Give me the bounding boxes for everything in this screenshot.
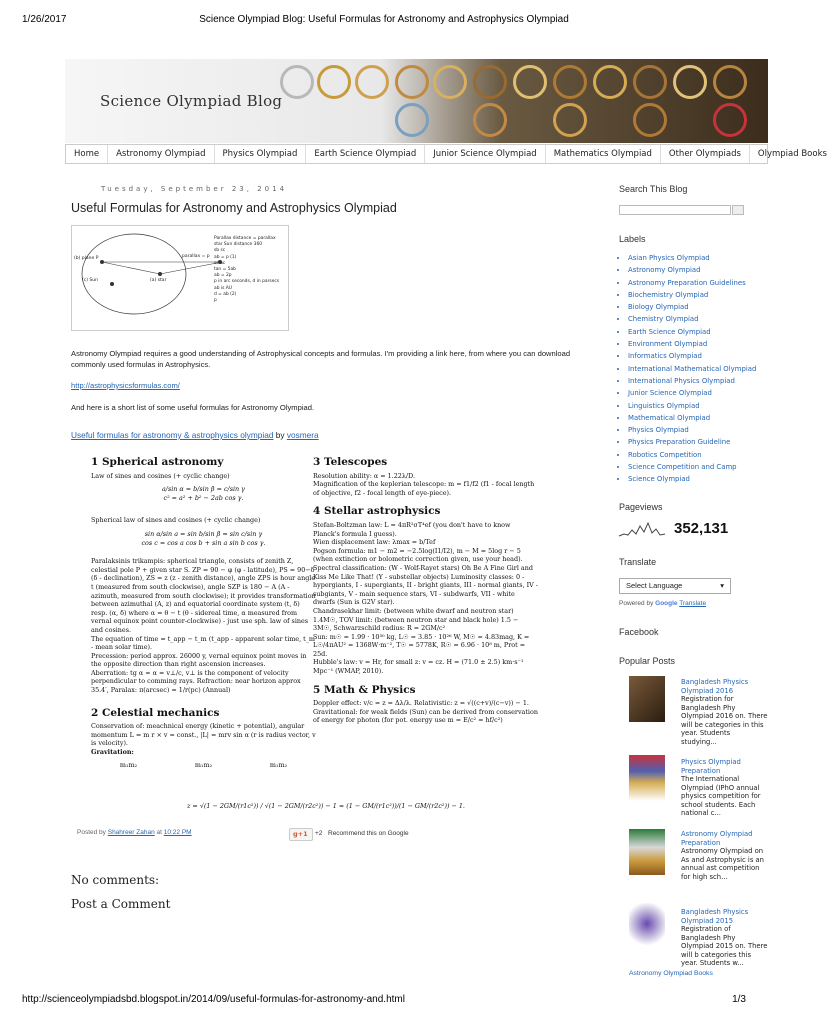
- doc-text: Law of sines and cosines (+ cyclic change): [91, 471, 230, 480]
- equation: cos c = cos a cos b + sin a sin b cos γ.: [141, 538, 266, 547]
- label-link[interactable]: • Science Olympiad: [628, 473, 777, 485]
- popular-post-snippet: Astronomy Olympiad on As and Astrophysic is an annual ast competition for high sch...: [681, 847, 764, 881]
- label-link[interactable]: • Biochemistry Olympiad: [628, 289, 777, 301]
- section-heading: 5 Math & Physics: [313, 683, 416, 696]
- labels-heading: Labels: [619, 234, 646, 244]
- label-link[interactable]: • Chemistry Olympiad: [628, 313, 777, 325]
- popular-post: [681, 758, 768, 818]
- language-select-value: Select Language: [626, 581, 683, 590]
- diagram-notes: Parallax distance = parallax star Sun distance 360 sb sc ab = p (1) sc ac tan = 5ab ab = 2p p in arc seconds, d in parsecs ab is AU d = ab (2) p: [214, 236, 280, 304]
- popular-post-title[interactable]: Bangladesh Physics Olympiad 2016: [681, 678, 749, 695]
- medal-image: [713, 103, 747, 137]
- medal-image: [355, 65, 389, 99]
- by-text: by: [275, 430, 285, 440]
- label-link[interactable]: • Astronomy Olympiad: [628, 264, 777, 276]
- popular-post-title[interactable]: Physics Olympiad Preparation: [681, 758, 741, 775]
- label-link[interactable]: • Informatics Olympiad: [628, 350, 777, 362]
- section-heading: 1 Spherical astronomy: [91, 456, 224, 468]
- gravitation-terms: [91, 761, 316, 770]
- diagram-label: (c) Sun: [82, 278, 98, 283]
- embedded-document[interactable]: [71, 450, 591, 825]
- post-intro: Astronomy Olympiad requires a good understanding of Astrophysical concepts and formulas. I'm providing a link here, from where you can download commonly used formulas in Astrophysics.: [71, 349, 571, 369]
- print-page: 1/3: [732, 994, 746, 1005]
- doc-left-column: [91, 458, 316, 769]
- medal-image: [280, 65, 314, 99]
- equation: a/sin α = b/sin β = c/sin γ: [161, 485, 246, 494]
- translate-heading: Translate: [619, 557, 657, 567]
- blog-banner[interactable]: [65, 59, 768, 143]
- doc-text: Sun: m☉ = 1.99 · 10³⁰ kg, L☉ = 3.85 · 10²⁶ W, M☉ = 4.83mag, K = L☉/4πAU² = 1368W·m⁻², T☉ = 5778K, R☉ = 6.96 · 10⁸ m, Prot = 25d.: [313, 632, 530, 658]
- author-link[interactable]: vosmera: [286, 430, 319, 440]
- popular-thumbnail[interactable]: [629, 755, 665, 801]
- equation: sin α/sin a = sin b/sin β = sin c/sin γ: [144, 529, 263, 538]
- label-link[interactable]: • Astronomy Preparation Guidelines: [628, 277, 777, 289]
- print-url: http://scienceolympiadsbd.blogspot.in/2014/09/useful-formulas-for-astronomy-and.html: [22, 994, 405, 1005]
- medal-image: [553, 103, 587, 137]
- label-link[interactable]: • Asian Physics Olympiad: [628, 252, 777, 264]
- gplus-count: +2: [315, 830, 323, 837]
- label-link[interactable]: • Linguistics Olympiad: [628, 400, 777, 412]
- popular-thumbnail[interactable]: [629, 676, 665, 722]
- doc-text: Precession: period approx. 26000 y, vernal equinox point moves in the opposite direction than right ascension increases.: [91, 651, 307, 669]
- popular-post-title[interactable]: Astronomy Olympiad Preparation: [681, 830, 753, 847]
- doc-text: Wien displacement law: λmax = b/Tef: [313, 538, 436, 547]
- pageviews-heading: Pageviews: [619, 502, 663, 512]
- doc-attribution: [71, 430, 319, 440]
- pageviews-sparkline: [619, 518, 665, 540]
- print-footer: [22, 994, 746, 1005]
- nav-physics[interactable]: Physics Olympiad: [215, 145, 307, 163]
- doc-text: Gravitation:: [91, 748, 134, 757]
- label-link[interactable]: • Science Competition and Camp: [628, 461, 777, 473]
- medal-image: [633, 65, 667, 99]
- medal-image: [673, 65, 707, 99]
- blog-title[interactable]: Science Olympiad Blog: [100, 92, 283, 110]
- section-heading: 4 Stellar astrophysics: [313, 505, 441, 518]
- equation: c² = a² + b² − 2ab cos γ.: [163, 493, 244, 502]
- doc-text: Resolution ability: α = 1.22λ/D.: [313, 471, 415, 480]
- language-select[interactable]: [619, 578, 731, 594]
- popular-post-snippet: The International Olympiad (IPhO annual physics competition for school students. Each national c...: [681, 775, 761, 817]
- post-title[interactable]: Useful Formulas for Astronomy and Astrophysics Olympiad: [71, 201, 397, 215]
- doc-text: Pogson formula: m1 − m2 = −2.5log(I1/I2), m − M = 5log r − 5 (when extinction or bolometric correction given, use your head).: [313, 546, 523, 564]
- post-time-link[interactable]: 10:22 PM: [163, 829, 192, 836]
- medal-image: [713, 65, 747, 99]
- popular-post: [681, 908, 768, 968]
- nav-books[interactable]: Olympiad Books: [757, 149, 827, 159]
- doc-text: Paralaksinis trikampis: spherical triangle, consists of zenith Z, celestial pole P + given star S. ZP = 90 − φ (φ - latitude), PS = 90−δ (δ - declination), ZS = z (z - zenith distance), angle ZPS is hour angle t (measured from south clockwise), angle SZP is 180 − A (A - azimuth, measured from south clockwise); it provides transformation between azimuthal (A, z) and equatorial coordinate system (t, δ) resp. (α, δ) where α = θ − t (θ - sidereal time, α measured from vernal equinox point counter-clockwise) - just use sph. law of sines and cosines.: [91, 557, 316, 634]
- equation: m₁m₂: [269, 760, 288, 769]
- comments-count: No comments:: [71, 873, 160, 887]
- popular-post-snippet: Registration for Bangladesh Phy Olympiad 2016 on. There will be categories in this year. Students studying...: [681, 695, 768, 746]
- popular-post: [681, 830, 768, 881]
- doc-text: Magnification of the keplerian telescope: m = f1/f2 (f1 - focal length of objective, f2 - focal length of eye-piece).: [313, 480, 535, 497]
- equation: m₁m₂: [194, 760, 213, 769]
- books-link[interactable]: Astronomy Olympiad Books: [629, 970, 713, 977]
- doc-text: Conservation of: meachnical energy (kinetic + potential), angular momentum L = m r × v = const., |L| = mrv sin α (r is radius vector, v is velocity).: [91, 722, 316, 748]
- nav-astronomy[interactable]: Astronomy Olympiad: [108, 145, 214, 163]
- medal-image: [553, 65, 587, 99]
- post-date: Tuesday, September 23, 2014: [101, 185, 288, 193]
- doc-text: Spectral classification: (W - Wolf-Rayet stars) Oh Be A Fine Girl and Kiss Me Like That! (Y - substellar objects) Luminosity classes: 0 - hypergiants, I - supergiants, II - bright giants, III - normal giants, IV - subgiants, V - main sequence stars, VI - subdwarfs, VII - white dwarfs (Sun is G2V star).: [313, 563, 538, 607]
- doc-link[interactable]: Useful formulas for astronomy & astrophysics olympiad: [71, 430, 274, 440]
- at-label: at: [156, 829, 162, 836]
- popular-post-title[interactable]: Bangladesh Physics Olympiad 2015: [681, 908, 749, 925]
- popular-heading: Popular Posts: [619, 656, 676, 666]
- parallax-diagram: [71, 225, 289, 331]
- section-heading: 3 Telescopes: [313, 456, 388, 468]
- posted-by-label: Posted by: [77, 829, 106, 836]
- nav-home[interactable]: Home: [66, 145, 108, 163]
- facebook-heading: Facebook: [619, 627, 659, 637]
- doc-text: Hubble's law: v = Hr, for small z: v = cz. H = (71.0 ± 2.5) km·s⁻¹ Mpc⁻¹ (WMAP, 2010).: [313, 658, 524, 676]
- label-link[interactable]: • International Physics Olympiad: [628, 375, 777, 387]
- medal-image: [317, 65, 351, 99]
- nav-mathematics[interactable]: Mathematics Olympiad: [546, 145, 661, 163]
- label-link[interactable]: • Biology Olympiad: [628, 301, 777, 313]
- search-input[interactable]: [619, 205, 731, 215]
- formulas-link[interactable]: http://astrophysicsformulas.com/: [71, 381, 180, 390]
- label-link[interactable]: • Physics Olympiad: [628, 424, 777, 436]
- medal-image: [513, 65, 547, 99]
- popular-post-snippet: Registration of Bangladesh Phy Olympiad 2015 on. There will b categories this year. Students w...: [681, 925, 768, 967]
- short-list-text: And here is a short list of some useful formulas for Astronomy Olympiad.: [71, 403, 315, 412]
- doc-text: Chandrasekhar limit: (between white dwarf and neutron star) 1.4M☉, TOV limit: (between neutron star and black hole) 1.5 − 3M☉, Schwarzschild radius: R = 2GM/c²: [313, 606, 519, 633]
- popular-thumbnail[interactable]: [629, 829, 665, 875]
- labels-list: [619, 252, 777, 486]
- diagram-label: parallax = p: [182, 254, 210, 259]
- medal-image: [473, 65, 507, 99]
- label-link[interactable]: • Physics Preparation Guideline: [628, 436, 777, 448]
- label-link[interactable]: • Robotics Competition: [628, 449, 777, 461]
- print-header: [22, 14, 746, 25]
- top-nav: [65, 144, 827, 164]
- search-button[interactable]: [732, 205, 744, 215]
- search-heading: Search This Blog: [619, 184, 688, 194]
- popular-post: [681, 678, 768, 746]
- medal-image: [633, 103, 667, 137]
- print-title: Science Olympiad Blog: Useful Formulas for Astronomy and Astrophysics Olympiad: [199, 14, 569, 25]
- medal-image: [433, 65, 467, 99]
- doc-text: Aberration: tg α ≈ α = v⊥/c, v⊥ is the component of velocity perpendicular to comming rays. Refraction: near horizon approx 35.4′, Paralax: π(arcsec) = 1/r(pc) (Annual): [91, 668, 301, 695]
- doc-text: Doppler effect: v/c = z = Δλ/λ. Relativistic: z = √((c+v)/(c−v)) − 1. Gravitational: for weak fields (Sun) can be derived from conservation of energy for photon (for pot. energy use m = E/c² = hf/c²): [313, 699, 538, 725]
- gplus-label: Recommend this on Google: [328, 830, 409, 837]
- powered-by: [619, 600, 706, 607]
- diagram-label: (a) star: [150, 278, 167, 283]
- nav-other[interactable]: Other Olympiads: [661, 145, 750, 163]
- medal-image: [395, 103, 429, 137]
- label-link[interactable]: • Environment Olympiad: [628, 338, 777, 350]
- pageviews-count: 352,131: [674, 520, 729, 537]
- post-footer: [77, 829, 192, 836]
- label-link[interactable]: • Mathematical Olympiad: [628, 412, 777, 424]
- doc-text: The equation of time = t_app − t_m (t_app - apparent solar time, t_m - mean solar time).: [91, 634, 315, 652]
- google-plus-button[interactable]: g+1: [289, 828, 313, 841]
- diagram-label: (b) plane P: [74, 256, 99, 261]
- chevron-down-icon: ▾: [720, 581, 724, 590]
- section-heading: 2 Celestial mechanics: [91, 706, 220, 719]
- doc-text: Spherical law of sines and cosines (+ cyclic change): [91, 516, 261, 525]
- label-link[interactable]: • International Mathematical Olympiad: [628, 363, 777, 375]
- medal-image: [395, 65, 429, 99]
- print-date: 1/26/2017: [22, 14, 67, 25]
- label-link[interactable]: • Earth Science Olympiad: [628, 326, 777, 338]
- equation: m₁m₂: [119, 760, 138, 769]
- translate-link[interactable]: Translate: [679, 600, 707, 607]
- post-comment-heading: Post a Comment: [71, 897, 171, 911]
- google-logo: Google: [655, 600, 678, 607]
- equation: z = √(1 − 2GM/(r1c²)) / √(1 − 2GM/(r2c²)) − 1 ≈ (1 − GM/(r1c²))/(1 − GM/(r2c²)) − 1.: [187, 802, 465, 810]
- doc-text: Stefan-Boltzman law: L = 4πR²σT⁴ef (you don't have to know Planck's formula I guess).: [313, 520, 511, 538]
- popular-thumbnail[interactable]: [629, 903, 665, 949]
- medal-image: [473, 103, 507, 137]
- medal-image: [593, 65, 627, 99]
- author-name-link[interactable]: Shahreer Zahan: [107, 829, 155, 836]
- label-link[interactable]: • Junior Science Olympiad: [628, 387, 777, 399]
- powered-by-label: Powered by: [619, 600, 654, 607]
- nav-earth-science[interactable]: Earth Science Olympiad: [306, 145, 425, 163]
- nav-junior-science[interactable]: Junior Science Olympiad: [425, 145, 545, 163]
- doc-right-column: [313, 458, 538, 725]
